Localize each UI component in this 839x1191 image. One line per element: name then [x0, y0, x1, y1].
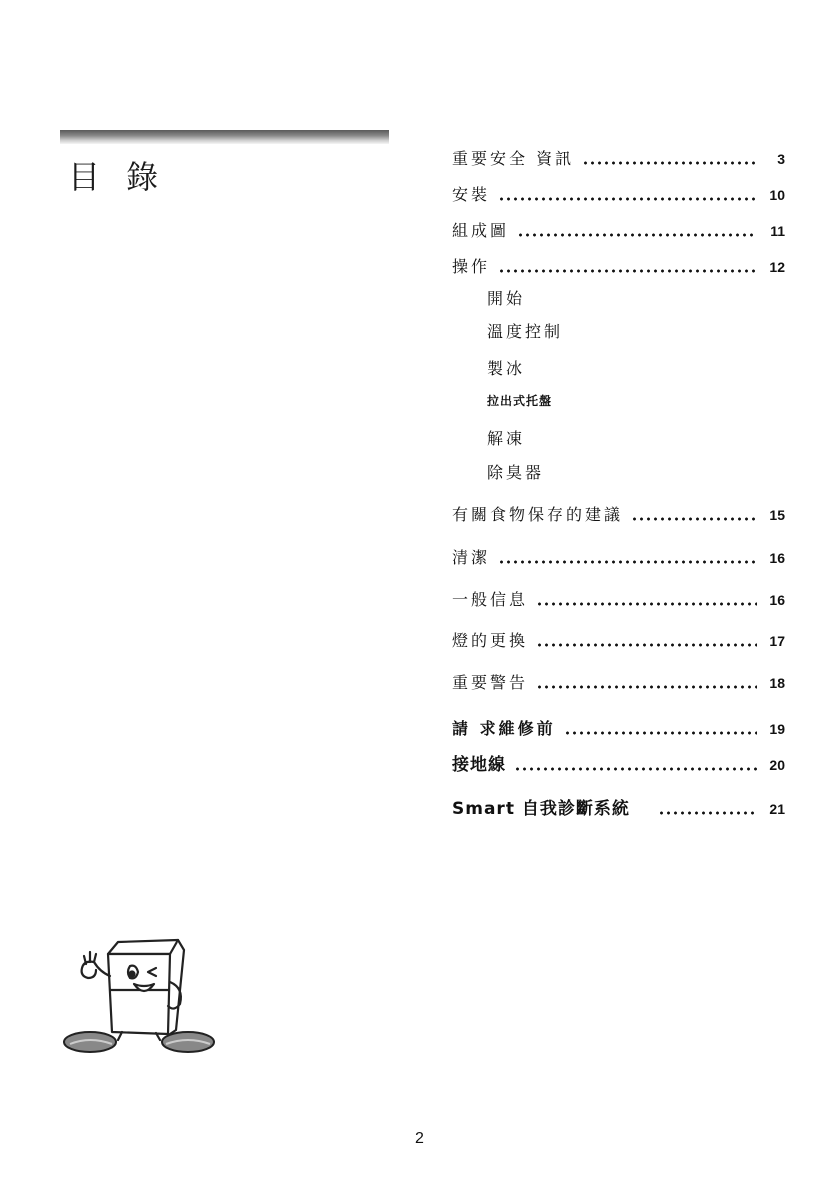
- toc-leader: [517, 233, 757, 237]
- toc-label: 重要安全 資訊: [452, 149, 575, 168]
- toc-label: 請 求維修前: [452, 719, 556, 738]
- toc-leader: [498, 269, 757, 273]
- toc-label: 操作: [452, 257, 491, 276]
- toc-leader: [498, 197, 757, 201]
- toc-item-cleaning[interactable]: [452, 545, 785, 568]
- toc-page: 10: [769, 187, 785, 203]
- toc-item-food-storage[interactable]: [452, 502, 785, 525]
- toc-leader: [536, 643, 757, 647]
- toc-leader: [582, 161, 757, 165]
- toc-item-operation[interactable]: [452, 254, 785, 277]
- toc-page: 21: [769, 801, 785, 817]
- toc-subitem-start[interactable]: 開始: [487, 289, 526, 308]
- toc-leader: [536, 602, 757, 606]
- toc-page: 3: [777, 151, 785, 167]
- page-title: 目 錄: [68, 158, 167, 196]
- toc-item-safety[interactable]: [452, 146, 785, 169]
- toc-label: 燈的更換: [452, 631, 529, 650]
- page-number: 2: [415, 1130, 424, 1147]
- refrigerator-mascot-icon: [60, 932, 216, 1054]
- toc-page: 20: [769, 757, 785, 773]
- toc-label: 組成圖: [452, 221, 510, 240]
- toc-subitem-defrost[interactable]: 解凍: [487, 429, 526, 448]
- toc-label: 接地線: [452, 755, 506, 775]
- toc-item-grounding[interactable]: [452, 750, 785, 775]
- toc-page: 19: [769, 721, 785, 737]
- toc-label: 重要警告: [452, 673, 529, 692]
- toc-item-warning[interactable]: [452, 670, 785, 693]
- toc-label: 清潔: [452, 548, 491, 567]
- toc-item-general-info[interactable]: [452, 587, 785, 610]
- toc-page: 16: [769, 550, 785, 566]
- toc-page: 15: [769, 507, 785, 523]
- toc-leader: [564, 731, 757, 735]
- title-bar: [60, 130, 389, 144]
- toc-label: 安裝: [452, 185, 491, 204]
- toc-subitem-ice[interactable]: 製冰: [487, 359, 526, 378]
- toc-label: Smart 自我診斷系統: [452, 799, 630, 819]
- toc-subitem-temperature[interactable]: 溫度控制: [487, 322, 564, 341]
- toc-item-smart-diagnosis[interactable]: [452, 794, 785, 819]
- toc-page: 18: [769, 675, 785, 691]
- toc-item-installation[interactable]: [452, 182, 785, 205]
- toc-subitem-tray[interactable]: 拉出式托盤: [487, 394, 553, 408]
- toc-page: 16: [769, 592, 785, 608]
- toc-leader: [631, 517, 757, 521]
- toc-label: 一般信息: [452, 590, 529, 609]
- toc-leader: [498, 560, 757, 564]
- toc-subitem-deodorizer[interactable]: 除臭器: [487, 463, 545, 482]
- toc-item-lamp[interactable]: [452, 628, 785, 651]
- toc-page: 17: [769, 633, 785, 649]
- toc-page: 12: [769, 259, 785, 275]
- toc-leader: [514, 767, 757, 771]
- toc-page: 11: [770, 223, 785, 239]
- toc-label: 有關食物保存的建議: [452, 505, 624, 524]
- toc-item-parts[interactable]: [452, 218, 785, 241]
- toc-leader: [658, 811, 757, 815]
- toc-item-before-service[interactable]: [452, 716, 785, 739]
- toc-leader: [536, 685, 757, 689]
